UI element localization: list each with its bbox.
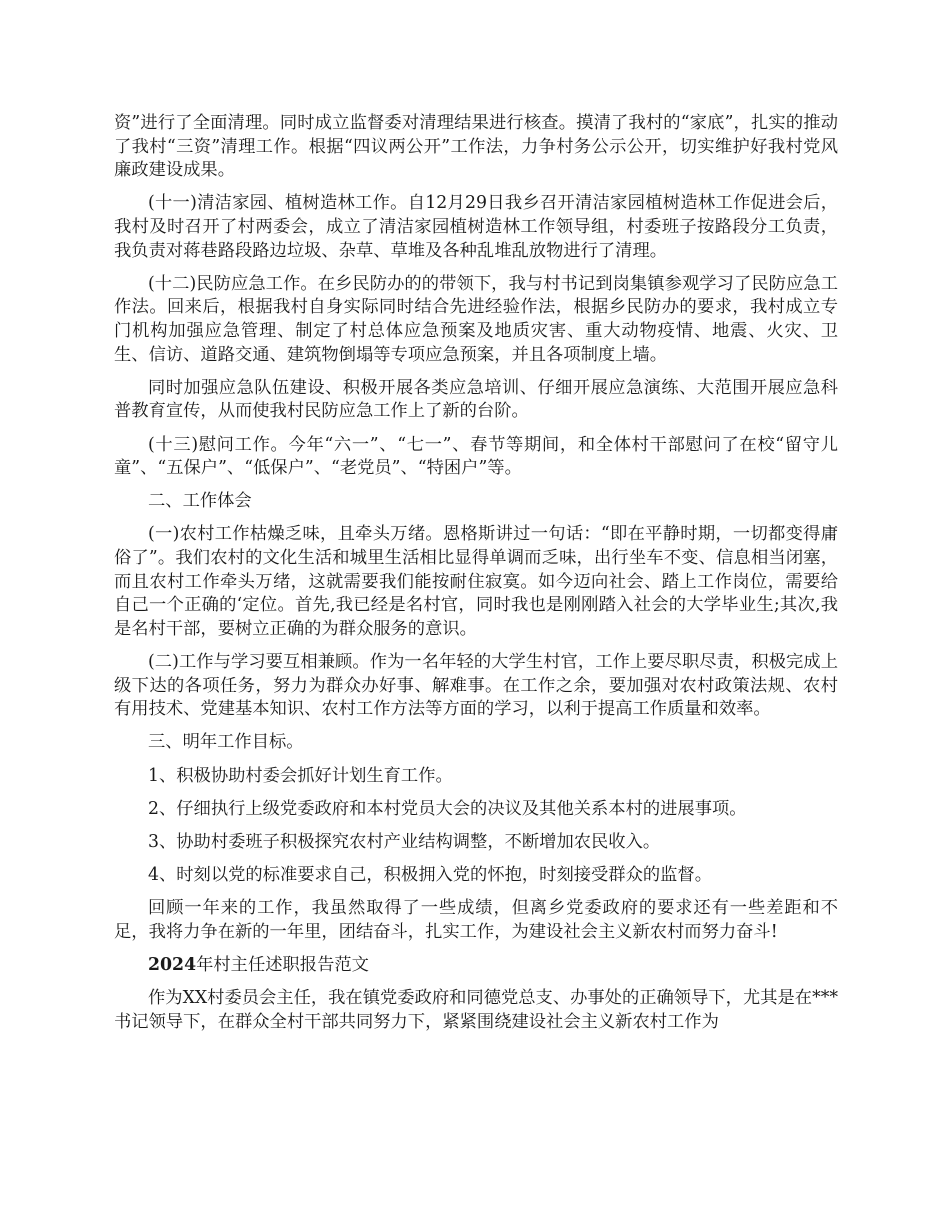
paragraph-emergency-team: 同时加强应急队伍建设、积极开展各类应急培训、仔细开展应急演练、大范围开展应急科普教育宣传，从而使我村民防应急工作上了新的台阶。 (114, 377, 838, 422)
goal-item-1: 1、积极协助村委会抓好计划生育工作。 (148, 765, 453, 786)
section-title (114, 954, 838, 978)
goal-item-3: 3、协助村委班子积极探究农村产业结构调整，不断增加农民收入。 (148, 831, 661, 852)
paragraph-cleanup-afforestation: (十一)清洁家园、植树造林工作。自12月29日我乡召开清洁家园植树造林工作促进会后，我村及时召开了村两委会，成立了清洁家园植树造林工作领导组，村委班子按路段分工负责，我负责对蒋巷路段路边垃圾、杂草、草堆及各种乱堆乱放物进行了清理。 (114, 193, 838, 261)
goal-item-2: 2、仔细执行上级党委政府和本村党员大会的决议及其他关系本村的进展事项。 (148, 798, 747, 819)
paragraph-director-intro: 作为XX村委员会主任，我在镇党委政府和同德党总支、办事处的正确领导下，尤其是在***书记领导下，在群众全村干部共同努力下，紧紧围绕建设社会主义新农村工作为 (114, 988, 838, 1032)
paragraph-condolence: (十三)慰问工作。今年“六一”、“七一”、春节等期间，和全体村干部慰问了在校“留守儿童”、“五保户”、“低保户”、“老党员”、“特困户”等。 (114, 434, 838, 479)
goal-item-4: 4、时刻以党的标准要求自己，积极拥入党的怀抱，时刻接受群众的监督。 (148, 865, 712, 886)
paragraph-civil-defense: (十二)民防应急工作。在乡民防办的的带领下，我与村书记到岗集镇参观学习了民防应急工作法。回来后，根据我村自身实际同时结合先进经验作法，根据乡民防办的要求，我村成立专门机构加强应急管理、制定了村总体应急预案及地质灾害、重大动物疫情、地震、火灾、卫生、信访、道路交通、建筑物倒塌等专项应急预案，并且各项制度上墙。 (114, 273, 838, 365)
paragraph-review: 回顾一年来的工作，我虽然取得了一些成绩，但离乡党委政府的要求还有一些差距和不足，我将力争在新的一年里，团结奋斗，扎实工作，为建设社会主义新农村而努力奋斗! (114, 898, 838, 942)
heading-work-experience: 二、工作体会 (148, 491, 252, 512)
section-title-year: 2024 (148, 955, 197, 976)
heading-next-year-goals: 三、明年工作目标。 (148, 732, 304, 753)
paragraph-work-study: (二)工作与学习要互相兼顾。作为一名年轻的大学生村官，工作上要尽职尽责，积极完成上级下达的各项任务，努力为群众办好事、解难事。在工作之余，要加强对农村政策法规、农村有用技术、党建基本知识、农村工作方法等方面的学习，以利于提高工作质量和效率。 (114, 652, 838, 720)
paragraph-intro: 资”进行了全面清理。同时成立监督委对清理结果进行核查。摸清了我村的“家底”，扎实的推动了我村“三资”清理工作。根据“四议两公开”工作法，力争村务公示公开，切实维护好我村党风廉政建设成果。 (114, 113, 838, 181)
paragraph-rural-work: (一)农村工作枯燥乏味，且牵头万绪。恩格斯讲过一句话：“即在平静时期，一切都变得庸俗了”。我们农村的文化生活和城里生活相比显得单调而乏味，出行坐车不变、信息相当闭塞，而且农村工作牵头万绪，这就需要我们能按耐住寂寞。如今迈向社会、踏上工作岗位，需要给自己一个正确的‘定位。首先,我已经是名村官，同时我也是刚刚踏入社会的大学毕业生;其次,我是名村干部，要树立正确的为群众服务的意识。 (114, 524, 838, 639)
section-title-text: 年村主任述职报告范文 (196, 955, 369, 976)
document-page (114, 112, 838, 1044)
